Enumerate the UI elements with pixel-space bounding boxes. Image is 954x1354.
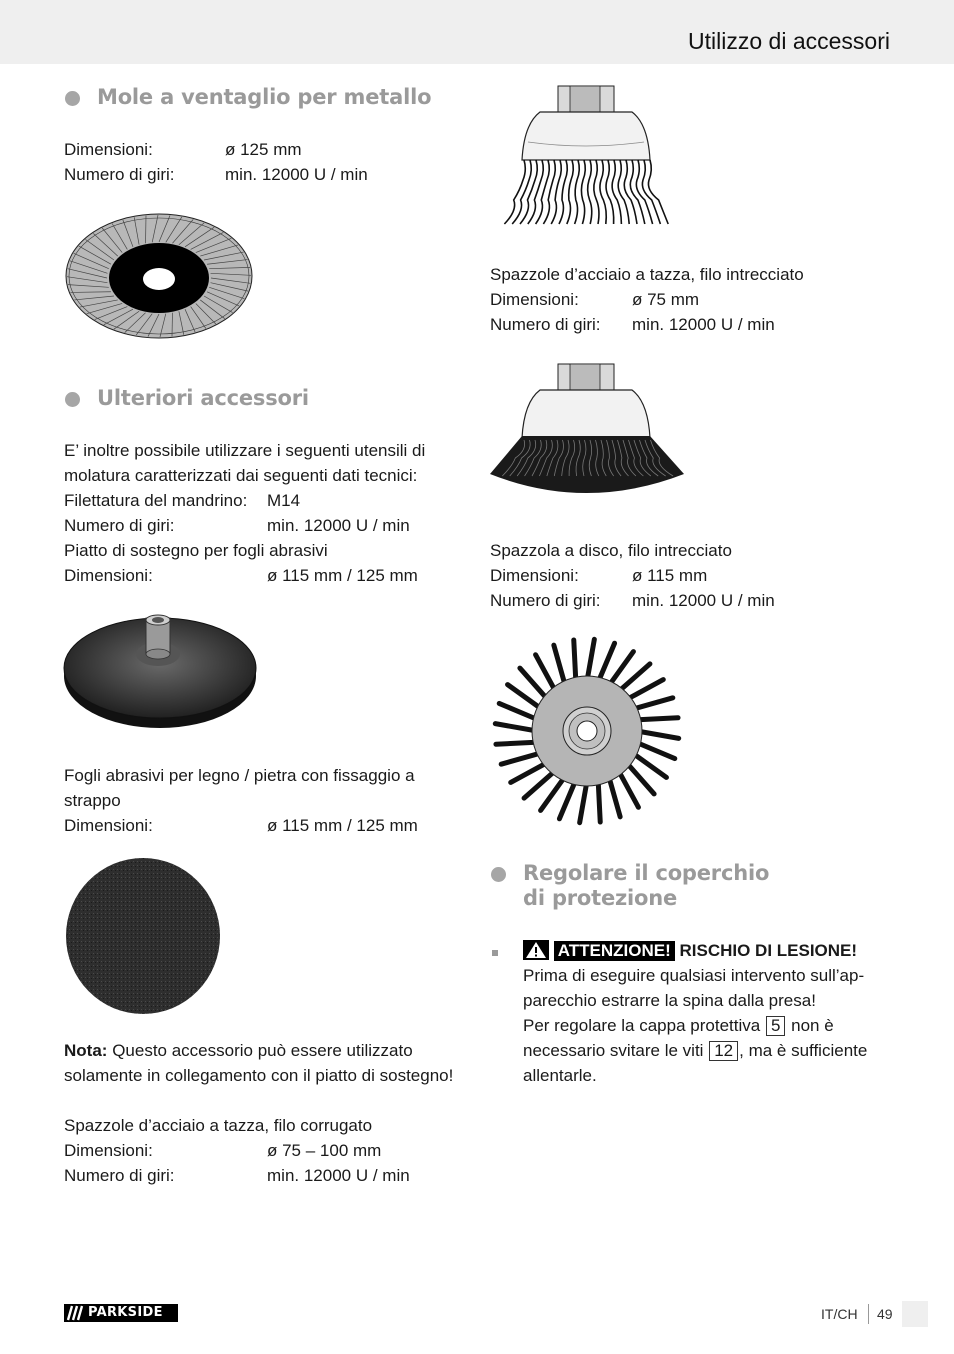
spec-value: ø 115 mm (632, 566, 708, 585)
spec-label: Dimensioni: (64, 816, 153, 835)
page-number: 49 (877, 1306, 893, 1322)
sheets-block (64, 763, 464, 838)
section-heading-fan-discs: Mole a ventaglio per metallo (97, 85, 432, 109)
cup-brush-twisted-block (490, 262, 890, 337)
warning-icon (523, 940, 549, 960)
section-bullet (491, 867, 506, 882)
spec-value: min. 12000 U / min (267, 516, 410, 535)
fan-disc-specs (64, 137, 464, 187)
disc-brush-block (490, 538, 890, 613)
section-heading-guard (523, 861, 769, 911)
corrugated-title: Spazzole d’acciaio a tazza, filo corrugato (64, 1116, 373, 1135)
spec-label: Dimensioni: (490, 290, 579, 309)
section-bullet (65, 392, 80, 407)
note-label: Nota: (64, 1041, 108, 1060)
section-heading-further-accessories: Ulteriori accessori (97, 386, 309, 410)
spec-value: ø 75 mm (632, 290, 700, 309)
warning-text: parecchio estrarre la spina dalla presa! (523, 991, 816, 1010)
wire-wheel-image (490, 634, 684, 828)
disc-title: Spazzola a disco, filo intrecciato (490, 541, 732, 560)
spec-value: ø 75 – 100 mm (267, 1141, 382, 1160)
spec-value: ø 115 mm / 125 mm (267, 566, 418, 585)
spec-label: Filettatura del mandrino: (64, 491, 248, 510)
spec-label: Dimensioni: (64, 140, 153, 159)
list-square (492, 950, 498, 956)
spec-label: Numero di giri: (64, 516, 175, 535)
note-text: Questo accessorio può essere utilizzato (112, 1041, 413, 1060)
pad-title: Piatto di sostegno per fogli abrasivi (64, 541, 328, 560)
locale-code: IT/CH (821, 1306, 858, 1322)
spec-value: min. 12000 U / min (267, 1166, 410, 1185)
spec-label: Numero di giri: (490, 315, 601, 334)
cup-title: Spazzole d’acciaio a tazza, filo intrecciato (490, 265, 804, 284)
sanding-sheet-image (64, 856, 224, 1016)
instruction-text: Per regolare la cappa protettiva (523, 1016, 761, 1035)
spec-value: min. 12000 U / min (225, 165, 368, 184)
spec-label: Numero di giri: (490, 591, 601, 610)
section-bullet (65, 91, 80, 106)
spec-value: ø 125 mm (225, 140, 302, 159)
sheets-title-line: strappo (64, 791, 121, 810)
page-tab (902, 1301, 928, 1327)
spec-label: Dimensioni: (490, 566, 579, 585)
page-title: Utilizzo di accessori (688, 28, 890, 54)
reference-box: 12 (709, 1041, 738, 1061)
spec-value: M14 (267, 491, 301, 510)
intro-line: molatura caratterizzati dai seguenti dati tecnici: (64, 466, 418, 485)
note-text: solamente in collegamento con il piatto di sostegno! (64, 1066, 454, 1085)
instruction-text: allentarle. (523, 1066, 597, 1085)
warning-block (523, 938, 903, 1088)
warning-text: Prima di eseguire qualsiasi intervento sull’ap- (523, 966, 865, 985)
attention-label: ATTENZIONE! (554, 941, 675, 961)
spec-value: min. 12000 U / min (632, 591, 775, 610)
spec-value: ø 115 mm / 125 mm (267, 816, 418, 835)
brand-name: PARKSIDE (88, 1305, 163, 1320)
brand-logo (64, 1304, 178, 1322)
footer-divider (868, 1304, 869, 1324)
instruction-text: non è (791, 1016, 834, 1035)
heading-line: Regolare il coperchio (523, 861, 770, 885)
sheets-title-line: Fogli abrasivi per legno / pietra con fissaggio a (64, 766, 415, 785)
instruction-text: necessario svitare le viti (523, 1041, 704, 1060)
backing-pad-image (62, 604, 262, 730)
spec-label: Numero di giri: (64, 1166, 175, 1185)
note-block (64, 1038, 484, 1088)
spec-value: min. 12000 U / min (632, 315, 775, 334)
heading-line: di protezione (523, 886, 678, 910)
page-header (0, 0, 954, 64)
further-accessories-block (64, 438, 464, 588)
spec-label: Numero di giri: (64, 165, 175, 184)
intro-line: E’ inoltre possibile utilizzare i seguenti utensili di (64, 441, 426, 460)
instruction-text: , ma è sufficiente (739, 1041, 868, 1060)
reference-box: 5 (766, 1016, 785, 1036)
risk-label: RISCHIO DI LESIONE! (679, 941, 858, 960)
spec-label: Dimensioni: (64, 1141, 153, 1160)
fan-disc-image (62, 206, 262, 346)
spec-label: Dimensioni: (64, 566, 153, 585)
cup-brush-twisted-image (488, 84, 688, 236)
corrugated-block (64, 1113, 464, 1188)
disc-brush-side-image (488, 362, 688, 508)
